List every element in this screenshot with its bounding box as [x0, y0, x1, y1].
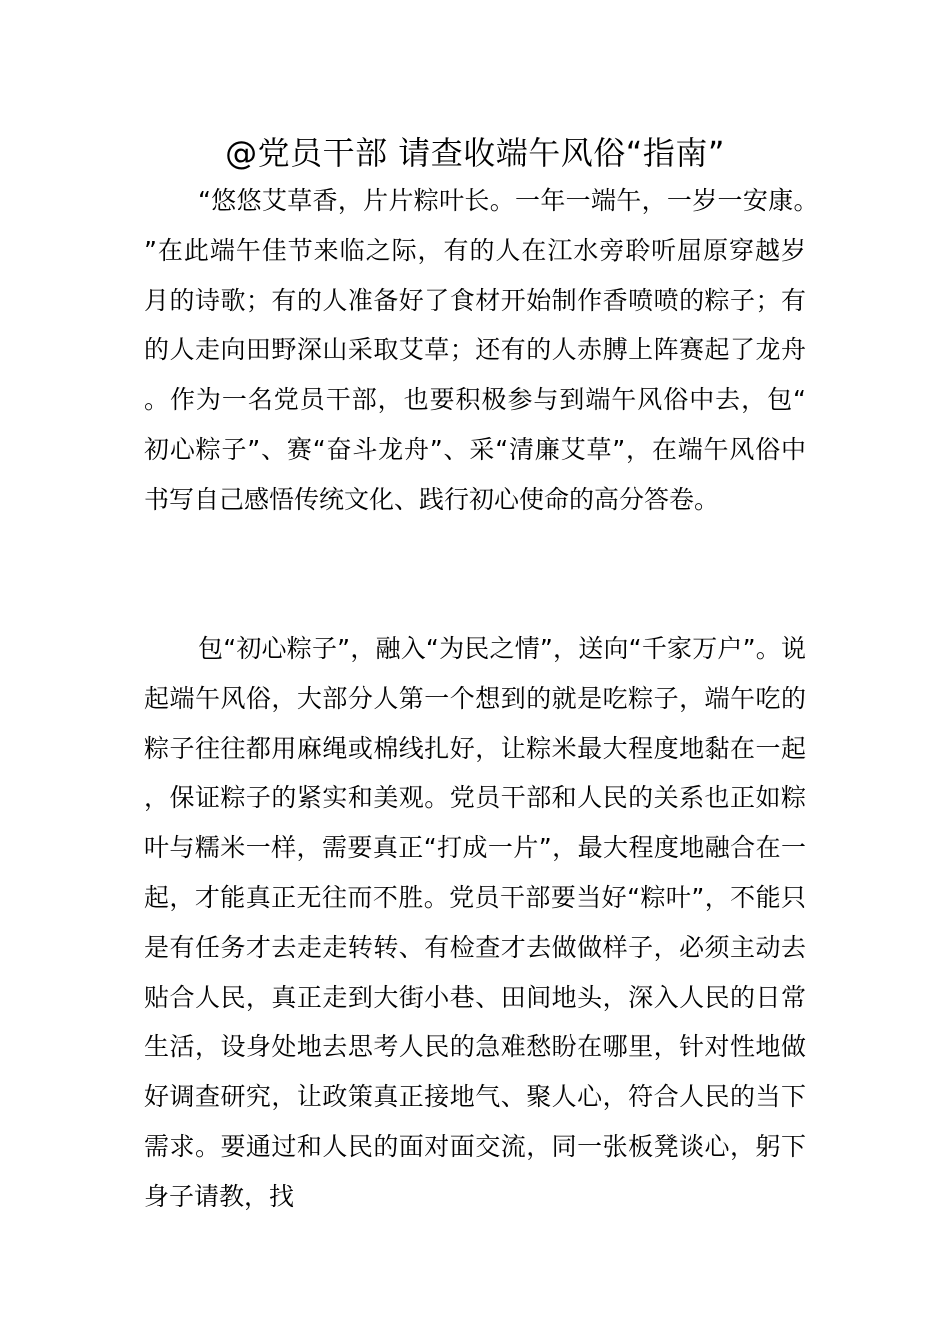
paragraph-zongzi: 包“初心粽子”，融入“为民之情”，送向“千家万户”。说起端午风俗，大部分人第一个想到的就是吃粽子，端午吃的粽子往往都用麻绳或棉线扎好，让粽米最大程度地黏在一起，保证粽子的紧实和美观。党员干部和人民的关系也正如粽叶与糯米一样，需要真正“打成一片”，最大程度地融合在一起，才能真正无往而不胜。党员干部要当好“粽叶”，不能只是有任务才去走走转转、有检查才去做做样子，必须主动去贴合人民，真正走到大街小巷、田间地头，深入人民的日常生活，设身处地去思考人民的急难愁盼在哪里，针对性地做好调查研究，让政策真正接地气、聚人心，符合人民的当下需求。要通过和人民的面对面交流，同一张板凳谈心，躬下身子请教，找	[144, 634, 806, 1211]
document-title: @党员干部 请查收端午风俗“指南”	[225, 134, 725, 172]
paragraph-intro: “悠悠艾草香，片片粽叶长。一年一端午，一岁一安康。”在此端午佳节来临之际，有的人在江水旁聆听屈原穿越岁月的诗歌；有的人准备好了食材开始制作香喷喷的粽子；有的人走向田野深山采取艾草；还有的人赤膊上阵赛起了龙舟。作为一名党员干部，也要积极参与到端午风俗中去，包“初心粽子”、赛“奋斗龙舟”、采“清廉艾草”，在端午风俗中书写自己感悟传统文化、践行初心使命的高分答卷。	[144, 186, 806, 514]
